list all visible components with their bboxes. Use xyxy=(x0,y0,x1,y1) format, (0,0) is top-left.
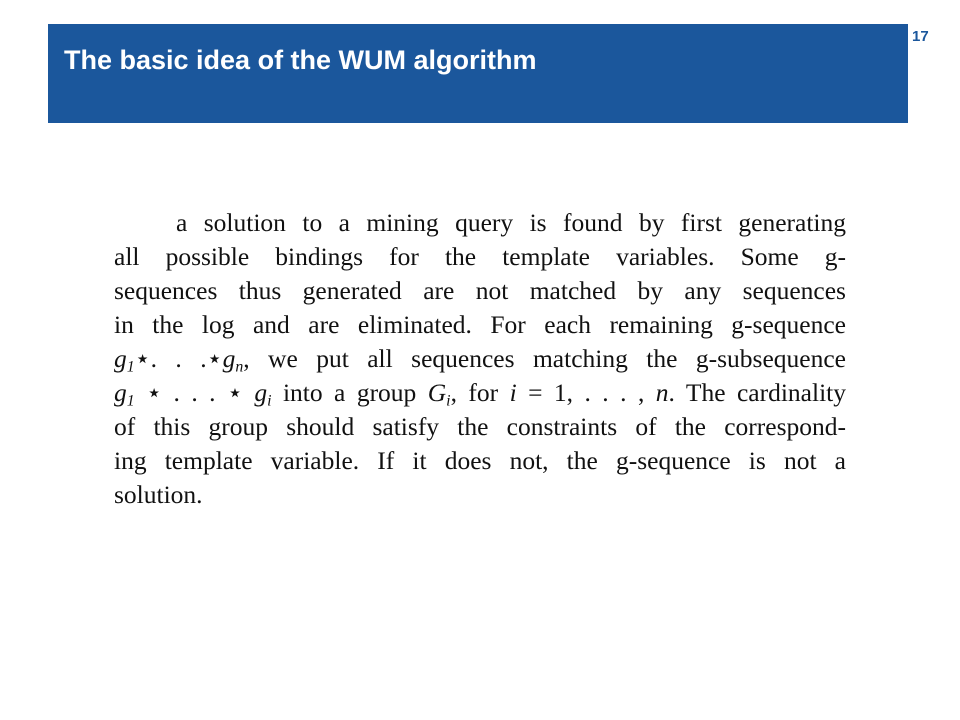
slide-title: The basic idea of the WUM algorithm xyxy=(64,45,537,75)
math-g-sequence: $g_1⋆$. . $.⋆g_n$ xyxy=(114,344,244,376)
text-line-9: solution. xyxy=(114,480,203,509)
text-line-1: a solution to a mining query is found by first generating xyxy=(176,208,846,237)
text-line-4: in the log and are eliminated. For each remaining g-sequence xyxy=(114,310,846,339)
page-number: 17 xyxy=(912,28,929,45)
text-line-6: $g_1$ ⋆ . . . ⋆ $g_i$ into a group $G_i$, for i = 1, . . . , n. The cardinality xyxy=(114,378,846,410)
body-paragraph xyxy=(114,206,846,512)
math-group-G: $G_i$ xyxy=(427,378,451,410)
header-band xyxy=(48,24,908,123)
text-line-8: ing template variable. If it does not, the g-sequence is not a xyxy=(114,446,846,475)
text-line-5 xyxy=(114,342,846,376)
text-line-3: sequences thus generated are not matched by any sequences xyxy=(114,276,846,305)
text-line-7: of this group should satisfy the constraints of the correspond- xyxy=(114,412,846,441)
math-index-range: i = 1, . . . , n xyxy=(509,378,669,407)
text-line-5-rest: , we put all sequences matching the g-subsequence xyxy=(243,344,846,373)
math-g-subsequence: $g_1$ ⋆ . . . ⋆ $g_i$ xyxy=(114,378,272,410)
text-line-2: all possible bindings for the template variables. Some g- xyxy=(114,242,846,271)
